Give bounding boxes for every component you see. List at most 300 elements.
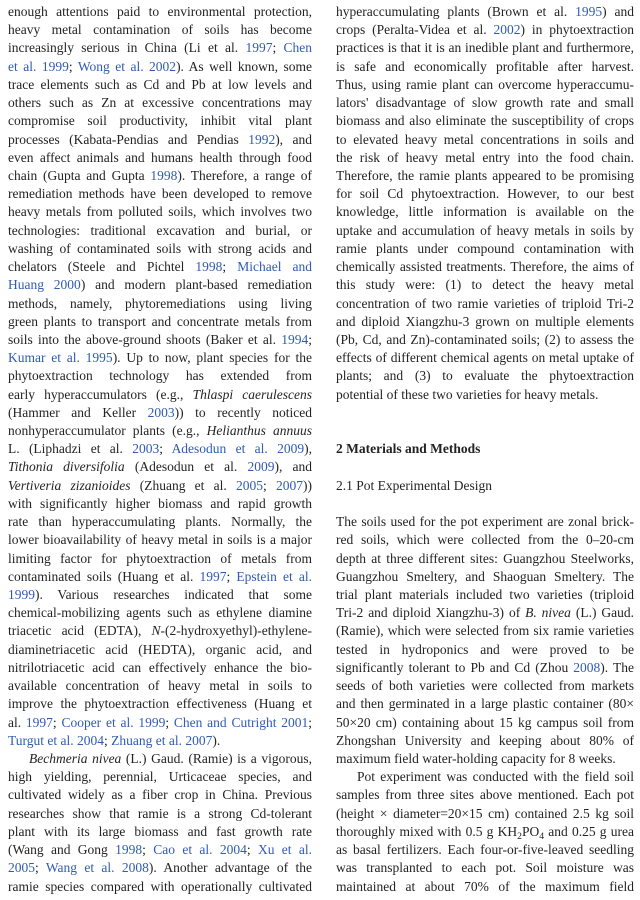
line-text — [8, 349, 312, 367]
citation-link[interactable]: 2008 — [573, 659, 601, 675]
text-line — [8, 841, 312, 859]
line-text — [336, 786, 634, 804]
line-text — [8, 659, 312, 677]
citation-link[interactable]: Zhuang et al. 2007 — [111, 732, 213, 748]
text-run: L. (Liphadzi et al. — [8, 441, 133, 457]
text-run: phytoextraction technology has extended from — [8, 368, 312, 384]
line-text — [8, 622, 312, 640]
text-line — [336, 513, 634, 531]
line-text — [336, 841, 634, 859]
text-run: concentration of two ramie varieties of triploid Tri-2 — [336, 295, 634, 311]
text-run: samples from three sites above mentioned. Each pot — [336, 787, 634, 803]
line-text — [336, 149, 634, 167]
citation-link[interactable]: 2009 — [247, 459, 275, 475]
text-run: The soils used for the pot experiment are zonal brick- — [336, 514, 634, 530]
text-run: trial plant materials included two varieties (triploid — [336, 587, 634, 602]
text-line — [336, 677, 634, 695]
citation-link[interactable]: 1999 — [8, 587, 35, 602]
text-run: uptake and accumulation of heavy metals in soils by — [336, 222, 634, 238]
citation-link[interactable]: Xu et al. — [257, 842, 312, 858]
line-text — [357, 768, 634, 786]
citation-link[interactable]: Turgut et al. 2004 — [8, 732, 105, 748]
italic-text: Helianthus annuus — [206, 423, 312, 439]
text-line — [336, 531, 634, 549]
right-column — [336, 3, 634, 896]
line-text — [8, 477, 312, 495]
text-run: soils into the above-ground shoots (Baker et al. — [8, 331, 282, 347]
line-text — [8, 677, 312, 695]
text-line — [8, 331, 312, 349]
text-run: as basal fertilizers. Each four-or-five-leaved seedling — [336, 842, 634, 858]
text-line — [8, 714, 312, 732]
text-run: ), and — [275, 131, 312, 147]
text-run: ; — [246, 842, 258, 858]
subsection-heading: 2.1 Pot Experimental Design — [336, 477, 492, 493]
text-run: diaminetriacetic acid (HEDTA), organic acid, and — [8, 641, 312, 657]
text-run: ). Up to now, plant species for the — [112, 350, 312, 366]
citation-link[interactable]: Chen and Cutright 2001 — [173, 714, 309, 730]
text-run: ). Various researches indicated that some — [35, 587, 312, 602]
text-run: for soil Cd phytoextraction. However, to our best — [336, 186, 634, 202]
text-line — [8, 805, 312, 823]
citation-link[interactable]: 2005 — [236, 477, 263, 493]
line-text — [336, 659, 634, 677]
citation-link[interactable]: 1997 — [199, 568, 227, 584]
citation-link[interactable]: 1992 — [248, 131, 276, 147]
text-line — [336, 386, 634, 404]
text-run: hyperaccumulating plants (Brown et al. — [336, 4, 576, 19]
citation-link[interactable]: 2003 — [132, 441, 160, 457]
text-line — [8, 21, 312, 39]
line-text — [8, 859, 312, 877]
text-run: ; — [263, 477, 276, 493]
line-text — [336, 641, 634, 659]
text-line — [8, 39, 312, 57]
line-text — [8, 768, 312, 786]
citation-link[interactable]: 1997 — [25, 714, 53, 730]
text-run: limiting factor for phytoextraction of metals from — [8, 550, 312, 566]
italic-text: N — [151, 623, 161, 639]
citation-link[interactable]: Cao et al. 2004 — [153, 842, 247, 858]
line-text — [8, 641, 312, 659]
line-text — [8, 240, 312, 258]
line-text — [336, 586, 634, 604]
citation-link[interactable]: 1998 — [115, 842, 143, 858]
citation-link[interactable]: 2003 — [147, 404, 175, 420]
text-run: improve the phytoextraction effectiveness (Huang et — [8, 696, 312, 712]
text-line — [336, 58, 634, 76]
text-run: Pot experiment was conducted with the field soil — [357, 769, 634, 785]
line-text — [8, 295, 312, 313]
text-line — [336, 568, 634, 586]
text-run: tested in hydroponics and were proved to be — [336, 641, 634, 657]
text-run: ; — [165, 714, 174, 730]
text-line — [8, 295, 312, 313]
text-run: PO — [521, 823, 540, 839]
text-run: others such as Zn at excessive concentrations may — [8, 95, 312, 111]
text-run: (Hammer and Keller — [8, 404, 148, 420]
text-line — [336, 695, 634, 713]
citation-link[interactable]: 2002 — [493, 22, 521, 38]
citation-link[interactable]: 1998 — [195, 259, 223, 275]
text-line — [336, 786, 634, 804]
italic-text: Thlaspi caerulescens — [192, 386, 312, 402]
line-text — [8, 568, 312, 586]
text-line — [8, 440, 312, 458]
paragraph — [336, 3, 634, 404]
text-run: ; — [104, 732, 112, 748]
text-run: ; — [308, 714, 312, 730]
text-line — [8, 677, 312, 695]
text-run: processes (Kabata-Pendias and Pendias — [8, 131, 249, 147]
text-run: available concentration of heavy metal in soils to — [8, 678, 312, 694]
line-text — [336, 167, 634, 185]
line-text — [336, 531, 634, 549]
text-line — [8, 222, 312, 240]
line-text — [8, 531, 312, 549]
text-run: )) to recently noticed — [174, 404, 312, 420]
line-text — [8, 203, 312, 221]
citation-link[interactable]: Epstein et al. — [236, 568, 312, 584]
text-line — [336, 823, 634, 841]
citation-link[interactable]: Chen — [283, 40, 312, 56]
text-run: this study were: (1) to detect the heavy metal — [336, 277, 634, 293]
line-text — [8, 714, 312, 732]
text-line — [8, 513, 312, 531]
citation-link[interactable]: Adesodun et al. 2009 — [171, 441, 305, 457]
text-run: (Ramie), which were selected from six ramie varieties — [336, 623, 634, 639]
citation-link[interactable]: 1995 — [575, 4, 603, 19]
line-text — [336, 513, 634, 531]
text-line — [336, 859, 634, 877]
text-line — [8, 313, 312, 331]
line-text — [336, 568, 634, 586]
line-text — [336, 276, 634, 294]
text-run: contaminated soils (Huang et al. — [8, 568, 200, 584]
text-line — [8, 550, 312, 568]
text-run: to elevated heavy metal concentrations in soils and — [336, 131, 634, 147]
text-run: Thus, using ramie plant can overcome hyperaccumu- — [336, 76, 634, 92]
text-run: Therefore, the ramie plants appeared to be promising — [336, 167, 634, 183]
line-text — [336, 367, 634, 385]
italic-text: Bechmeria nivea — [29, 750, 122, 766]
text-run: remediation methods have been developed to remove — [8, 186, 312, 202]
text-line — [8, 94, 312, 112]
line-text — [336, 39, 634, 57]
line-text — [8, 386, 312, 404]
text-run: ; — [308, 331, 312, 347]
text-line — [336, 604, 634, 622]
line-text — [336, 240, 634, 258]
text-run: ; — [222, 259, 238, 275]
line-text — [8, 94, 312, 112]
text-run: depth at three different sites: Guangzhou Steelworks, — [336, 550, 634, 566]
text-line — [336, 313, 634, 331]
text-line — [336, 276, 634, 294]
text-line — [336, 659, 634, 677]
citation-link[interactable]: et al. 1999 — [8, 58, 69, 74]
text-run: lators' disadvantage of slow growth rate and small — [336, 95, 634, 111]
subscript: 2 — [517, 830, 522, 842]
line-text — [336, 386, 598, 404]
text-run: methods, namely, phytoremediations using living — [8, 295, 312, 311]
line-text — [336, 185, 634, 203]
line-text — [8, 185, 312, 203]
text-run: ramie plants under compound contamination with — [336, 240, 634, 256]
text-run: (L.) Gaud. (Ramie) is a vigorous, — [121, 750, 312, 766]
text-run: (Pb, Cd, and Zn)-contaminated soils; (2) to assess the — [336, 331, 634, 347]
text-run: Guangzhou Smeltery, and Shaoguan Smeltery. The — [336, 568, 634, 584]
text-run: red soils, which were collected from the 0–20-cm — [336, 532, 634, 548]
text-line — [8, 786, 312, 804]
text-line — [8, 112, 312, 130]
line-text — [8, 823, 312, 841]
line-text — [8, 805, 312, 823]
line-text — [336, 313, 634, 331]
citation-link[interactable]: 1998 — [150, 167, 178, 183]
text-run: ; — [159, 441, 172, 457]
text-line — [8, 768, 312, 786]
text-line — [336, 295, 634, 313]
section-heading: 2 Materials and Methods — [336, 441, 481, 457]
line-text — [8, 58, 312, 76]
line-text — [336, 550, 634, 568]
text-run: -(2-hydroxyethyl)-ethylene- — [160, 623, 312, 639]
text-run: effects of different chemical agents on metal uptake of — [336, 350, 634, 366]
text-run: thoroughly mixed with 0.5 g KH — [336, 823, 518, 839]
text-line — [8, 131, 312, 149]
text-line — [8, 422, 312, 440]
text-line — [336, 94, 634, 112]
line-text — [8, 732, 220, 750]
text-run: ; — [272, 40, 284, 56]
line-text — [8, 495, 312, 513]
text-line — [336, 21, 634, 39]
text-line — [8, 386, 312, 404]
text-run: ), — [304, 441, 312, 457]
citation-link[interactable]: 2005 — [8, 860, 35, 876]
line-text — [8, 76, 312, 94]
text-run: ; — [35, 860, 46, 876]
text-line — [336, 185, 634, 203]
citation-link[interactable]: Michael and — [237, 259, 312, 275]
text-run: enough attentions paid to environmental protection, — [8, 4, 312, 19]
line-text — [8, 786, 312, 804]
text-run: ). As well known, some — [176, 58, 312, 74]
text-run: practices is that it is an inedible plant and furthermore, — [336, 40, 634, 56]
text-line — [336, 167, 634, 185]
text-run: heavy metals from polluted soils, which involves two — [8, 204, 312, 220]
text-run: green plants to transport and concentrate metals from — [8, 313, 312, 329]
citation-link[interactable]: 1994 — [281, 331, 309, 347]
text-run: heavy metal contamination of soils has become — [8, 22, 312, 38]
text-run: chemical-mobilizing agents such as ethylene diamine — [8, 605, 312, 621]
line-text — [336, 805, 634, 823]
text-line — [336, 841, 634, 859]
text-line — [8, 404, 312, 422]
text-line — [336, 641, 634, 659]
text-run: biomass and also eliminate the susceptibility of crops — [336, 113, 634, 129]
text-line — [336, 76, 634, 94]
text-run: ). — [212, 732, 221, 748]
line-text — [336, 750, 616, 768]
line-text — [336, 295, 634, 313]
text-run: al. — [8, 714, 26, 730]
text-run: ) and modern plant-based remediation — [80, 277, 312, 293]
line-text — [336, 258, 634, 276]
text-run: knowledge, little information is available on the — [336, 204, 634, 220]
text-run: and diploid Xiangzhu-3 grown on multiple elements — [336, 313, 634, 329]
paragraph — [8, 750, 312, 896]
line-text — [8, 367, 312, 385]
line-text — [8, 39, 312, 57]
citation-link[interactable]: Wang et al. 2008 — [45, 860, 149, 876]
text-line — [8, 185, 312, 203]
text-run: nonhyperaccumulator plants (e.g., — [8, 423, 207, 439]
text-run: ). The — [600, 659, 634, 675]
line-text — [8, 222, 312, 240]
citation-link[interactable]: 2007 — [275, 477, 303, 493]
citation-link[interactable]: Huang 2000 — [8, 277, 81, 293]
line-text — [8, 695, 312, 713]
line-text — [8, 3, 312, 21]
line-text — [8, 550, 312, 568]
text-line — [336, 805, 634, 823]
text-line — [8, 240, 312, 258]
line-text — [8, 331, 312, 349]
text-line — [8, 276, 312, 294]
text-run: rate than hyperaccumulating plants. Normally, the — [8, 514, 312, 530]
italic-text: Vertiveria zizanioides — [8, 477, 131, 493]
line-text — [8, 404, 312, 422]
text-line — [8, 149, 312, 167]
text-run: ; — [142, 842, 154, 858]
citation-link[interactable]: Kumar et al. 1995 — [8, 350, 113, 366]
line-text — [8, 276, 312, 294]
line-text — [8, 878, 312, 896]
text-run: and then germinated in a large plastic container (80× — [336, 696, 634, 712]
line-text — [8, 458, 312, 476]
line-text — [336, 823, 634, 841]
text-run: (Zhuang et al. — [130, 477, 236, 493]
line-text — [336, 3, 634, 21]
text-run: ) and — [602, 4, 634, 19]
text-line — [8, 586, 312, 604]
text-line — [336, 367, 634, 385]
text-line — [336, 240, 634, 258]
text-run: researches show that ramie is a strong Cd-tolerant — [8, 805, 312, 821]
citation-link[interactable]: 1997 — [245, 40, 273, 56]
text-line — [8, 3, 312, 21]
text-line — [8, 458, 312, 476]
text-line — [336, 258, 634, 276]
text-run: ). Another advantage of the — [148, 860, 312, 876]
text-run: 50×20 cm) containing about 15 kg campus soil from — [336, 714, 634, 730]
text-run: washing of contaminated soils with strong acids and — [8, 240, 312, 256]
text-run: lower bioavailability of heavy metal in soils is a major — [8, 532, 312, 548]
text-run: ). Therefore, a range of — [177, 167, 312, 183]
text-line — [8, 203, 312, 221]
text-run: (height × diameter=20×15 cm) contained 2.5 kg soil — [336, 805, 634, 821]
paragraph — [336, 768, 634, 896]
text-run: chelators (Steele and Pichtel — [8, 259, 196, 275]
text-line — [8, 695, 312, 713]
text-line — [336, 622, 634, 640]
line-text — [29, 750, 312, 768]
text-line — [8, 367, 312, 385]
text-line — [336, 331, 634, 349]
text-run: chemically assisted treatments. Therefore, the aims of — [336, 259, 634, 275]
text-line — [336, 203, 634, 221]
text-line — [8, 531, 312, 549]
text-run: ) in phytoextraction — [520, 22, 634, 38]
line-text — [8, 258, 312, 276]
line-text — [336, 732, 634, 750]
text-run: potential of these two varieties for heavy metals. — [336, 386, 599, 402]
text-line — [336, 3, 634, 21]
text-line — [336, 878, 634, 896]
text-run: cultivated widely as a fiber crop in China. Previous — [8, 787, 312, 803]
text-line — [336, 714, 634, 732]
text-line — [8, 258, 312, 276]
paragraph — [336, 513, 634, 768]
text-run: (Wang and Gong — [8, 842, 116, 858]
left-column — [8, 3, 312, 896]
citation-link[interactable]: Cooper et al. 1999 — [61, 714, 166, 730]
line-text — [336, 349, 634, 367]
paragraph — [8, 3, 312, 750]
text-line — [8, 750, 312, 768]
line-text — [336, 714, 634, 732]
line-text — [8, 586, 312, 604]
text-line — [8, 823, 312, 841]
text-run: nitrilotriacetic acid can effectively enhance the bio- — [8, 659, 312, 675]
line-text — [8, 440, 312, 458]
text-line — [336, 750, 634, 768]
text-line — [336, 149, 634, 167]
line-text — [336, 859, 634, 877]
text-run: triacetic acid (EDTA), — [8, 623, 152, 639]
line-text — [336, 21, 634, 39]
line-text — [8, 149, 312, 167]
text-run: crops (Peralta-Videa et al. — [336, 22, 494, 38]
text-run: was transplanted to each pot. Soil moisture was — [336, 860, 634, 876]
line-text — [336, 677, 634, 695]
text-run: significantly tolerant to Pb and Cd (Zhou — [336, 659, 574, 675]
text-run: trace elements such as Cd and Pb at low levels and — [8, 76, 312, 92]
text-run: Tri-2 and diploid Xiangzhu-3) of — [336, 605, 526, 621]
text-run: maintained at about 70% of the maximum field — [336, 878, 634, 894]
text-run: compromise soil productivity, inhibit vital plant — [8, 113, 312, 129]
line-text — [336, 604, 634, 622]
text-line — [8, 477, 312, 495]
line-text — [336, 695, 634, 713]
text-line — [336, 112, 634, 130]
line-text — [8, 513, 312, 531]
text-run: technologies: traditional excavation and burial, or — [8, 222, 312, 238]
text-line — [8, 641, 312, 659]
text-line — [336, 222, 634, 240]
line-text — [336, 94, 634, 112]
citation-link[interactable]: Wong et al. 2002 — [77, 58, 177, 74]
text-run: )) — [302, 477, 312, 493]
text-run: plant with its large biomass and fast growth rate — [8, 823, 312, 839]
text-run: plants; and (3) to evaluate the phytoextraction — [336, 368, 634, 384]
line-text — [8, 422, 312, 440]
text-run: the risk of heavy metal entry into the food chain. — [336, 149, 634, 165]
text-line — [8, 732, 312, 750]
text-line — [336, 131, 634, 149]
